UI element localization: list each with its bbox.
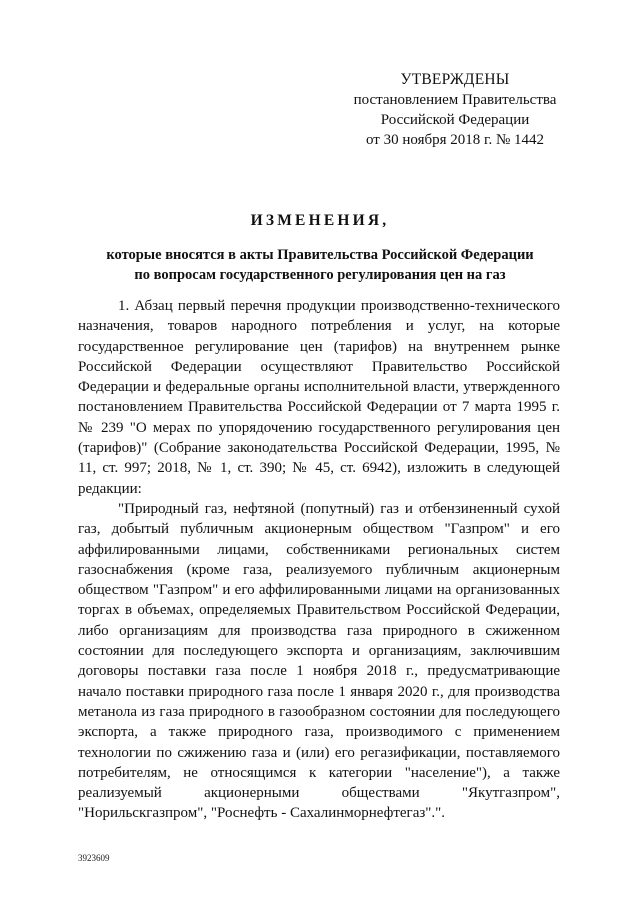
document-title: ИЗМЕНЕНИЯ, [250, 212, 390, 229]
approval-stamp: УТВЕРЖДЕНЫ [400, 71, 510, 88]
approval-line-2: Российской Федерации [380, 112, 530, 128]
document-body [78, 296, 560, 824]
document-number: 3923609 [78, 853, 110, 863]
approval-line-3: от 30 ноября 2018 г. № 1442 [365, 132, 545, 148]
approval-block [330, 70, 580, 150]
paragraph-2-quoted-text: "Природный газ, нефтяной (попутный) газ и отбензиненный сухой газ, добытый публичным акционерным обществом "Газпром" и его аффилированными лицами, собственниками региональных систем газоснабжения (кроме газа, реализуемого публичным акционерным обществом "Газпром" и его аффилированными лицами на организованных торгах в объемах, определяемых Правительством Российской Федерации, либо организациям для производства газа природного в сжиженном состоянии для последующего экспорта и организациям, заключившим договоры поставки газа после 1 ноября 2018 г., предусматривающие начало поставки природного газа после 1 января 2020 г., для производства метанола из газа природного в газообразном состоянии для последующего экспорта, а также природного газа, производимого с применением технологии по сжижению газа и (или) его регазификации, поставляемого потребителям, не относящимся к категории "население"), а также реализуемый акционерными обществами "Якутгазпром", "Норильскгазпром", "Роснефть - Сахалинморнефтегаз".". [78, 500, 560, 822]
approval-line-1: постановлением Правительства [353, 92, 557, 108]
paragraph-1: 1. Абзац первый перечня продукции производственно-технического назначения, товаров народного потребления и услуг, на которые государственное регулирование цен (тарифов) на внутреннем рынке Российской Федерации осуществляют Правительство Российской Федерации и федеральные органы исполнительной власти, утвержденного постановлением Правительства Российской Федерации от 7 марта 1995 г. № 239 "О мерах по упорядочению государственного регулирования цен (тарифов)" (Собрание законодательства Российской Федерации, 1995, № 11, ст. 997; 2018, № 1, ст. 390; № 45, ст. 6942), изложить в следующей редакции: [78, 298, 560, 497]
document-subtitle [0, 245, 640, 285]
subtitle-line-1: которые вносятся в акты Правительства Российской Федерации [106, 247, 534, 263]
subtitle-line-2: по вопросам государственного регулирования цен на газ [134, 267, 506, 283]
